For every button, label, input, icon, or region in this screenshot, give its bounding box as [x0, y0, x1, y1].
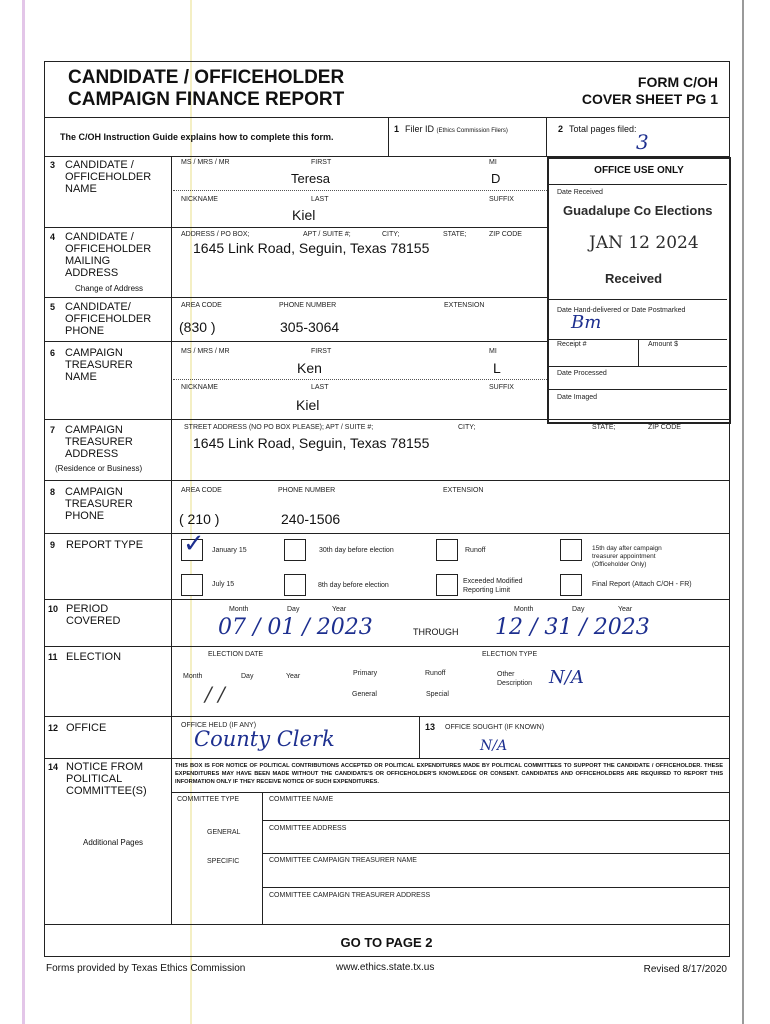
election-year-label: Year — [286, 673, 301, 680]
candidate-area-code[interactable]: (830 ) — [179, 319, 216, 335]
nickname-label: NICKNAME — [181, 196, 218, 203]
committee-notice: THIS BOX IS FOR NOTICE OF POLITICAL CONTRIBUTIONS ACCEPTED OR POLITICAL EXPENDITURES MADE BY POLITICAL COMMITTEES TO SUPPORT THE CANDIDATE / OFFICEHOLDER. THESE EXPENDITURES MAY HAVE BEEN MADE WITHOUT THE CANDIDATE'S OR OFFICEHOLDER'S KNOWLEDGE OR CONSENT. CANDIDATES AND OFFICEHOLDERS ARE REQUIRED TO REPORT THIS INFORMATION ONLY IF THEY RECEIVE NOTICE OF SUCH EXPENDITURES. — [175, 763, 723, 785]
candidate-mi[interactable]: D — [491, 171, 501, 186]
option-runoff-label: Runoff — [465, 547, 486, 554]
last-label: LAST — [311, 196, 329, 203]
amount-label: Amount $ — [648, 341, 678, 348]
scan-edge — [742, 0, 744, 1024]
section-14-number: 14 — [48, 762, 59, 772]
checkbox-runoff[interactable] — [436, 539, 458, 561]
checkbox-8th-day[interactable] — [284, 574, 306, 596]
treasurer-area-code[interactable]: ( 210 ) — [179, 511, 220, 527]
divider — [44, 758, 729, 759]
office-sought-label: OFFICE SOUGHT (IF KNOWN) — [445, 724, 545, 731]
section-5-title: CANDIDATE/ OFFICEHOLDER PHONE — [65, 301, 152, 337]
divider — [263, 820, 729, 821]
form-number-line2: COVER SHEET PG 1 — [581, 91, 718, 107]
zip-label: ZIP CODE — [648, 424, 681, 431]
election-type-label: ELECTION TYPE — [482, 651, 538, 658]
forms-provided-by: Forms provided by Texas Ethics Commission — [46, 963, 246, 974]
additional-pages-label: Additional Pages — [83, 838, 144, 847]
treasurer-mi[interactable]: L — [493, 360, 501, 376]
divider — [44, 297, 547, 298]
option-30th-day-label: 30th day before election — [319, 547, 394, 554]
election-date-label: ELECTION DATE — [208, 651, 264, 658]
other-description-label: Other Description — [497, 671, 533, 687]
divider — [263, 887, 729, 888]
treasurer-address[interactable]: 1645 Link Road, Seguin, Texas 78155 — [193, 435, 430, 451]
divider — [173, 379, 547, 380]
divider — [549, 184, 727, 185]
section-4-number: 4 — [50, 232, 56, 242]
first-label: FIRST — [311, 159, 332, 166]
divider — [262, 792, 263, 924]
special-label: Special — [426, 691, 449, 698]
committee-type-label: COMMITTEE TYPE — [177, 796, 240, 803]
instruction-text: The C/OH Instruction Guide explains how to complete this form. — [60, 132, 334, 142]
total-pages-value[interactable]: 3 — [636, 130, 649, 154]
form-title-line1: CANDIDATE / OFFICEHOLDER — [68, 67, 345, 88]
checkbox-july-15[interactable] — [181, 574, 203, 596]
treasurer-phone[interactable]: 240-1506 — [281, 511, 341, 527]
primary-label: Primary — [353, 670, 378, 677]
to-year-label: Year — [618, 606, 633, 613]
divider — [263, 853, 729, 854]
section-11-title: ELECTION — [66, 651, 122, 663]
section-14-title: NOTICE FROM POLITICAL COMMITTEE(S) — [66, 761, 147, 797]
committee-specific-label: SPECIFIC — [207, 858, 240, 865]
change-of-address-label[interactable]: Change of Address — [75, 284, 144, 293]
office-initials: Bm — [571, 312, 602, 333]
divider — [549, 366, 727, 367]
extension-label: EXTENSION — [443, 487, 484, 494]
section-9-number: 9 — [50, 540, 56, 550]
processed-label: Date Processed — [557, 370, 607, 377]
form-number — [582, 74, 718, 108]
from-year-label: Year — [332, 606, 347, 613]
office-sought-value[interactable]: N/A — [480, 738, 508, 754]
candidate-phone[interactable]: 305-3064 — [280, 319, 340, 335]
suffix-label: SUFFIX — [489, 196, 514, 203]
divider — [44, 117, 729, 118]
period-to-date[interactable]: 12 / 31 / 2023 — [495, 615, 650, 640]
section-3-number: 3 — [50, 160, 56, 170]
divider — [44, 419, 729, 420]
section-12-title: OFFICE — [66, 722, 107, 734]
section-11-number: 11 — [48, 652, 58, 662]
street-address-label: STREET ADDRESS (NO PO BOX PLEASE); APT / SUITE #; — [184, 424, 374, 431]
option-july-15-label: July 15 — [212, 581, 235, 588]
phone-number-label: PHONE NUMBER — [279, 302, 337, 309]
candidate-first-name[interactable]: Teresa — [291, 171, 331, 186]
section-10-number: 10 — [48, 604, 59, 614]
divider — [44, 227, 547, 228]
divider — [546, 118, 547, 156]
apt-label: APT / SUITE #; — [303, 231, 351, 238]
last-label: LAST — [311, 384, 329, 391]
divider — [44, 341, 547, 342]
form-title — [68, 67, 344, 111]
section-4-title: CANDIDATE / OFFICEHOLDER MAILING ADDRESS — [65, 231, 152, 279]
divider — [44, 533, 729, 534]
date-received-label: Date Received — [557, 189, 603, 196]
committee-name-label: COMMITTEE NAME — [269, 796, 334, 803]
website-link[interactable]: www.ethics.state.tx.us — [336, 962, 435, 973]
mi-label: MI — [489, 348, 497, 355]
filer-id-note: (Ethics Commission Filers) — [436, 128, 508, 134]
divider — [638, 339, 639, 366]
election-month-label: Month — [183, 673, 203, 680]
address-label: ADDRESS / PO BOX; — [181, 231, 250, 238]
through-label: THROUGH — [413, 627, 459, 637]
divider — [44, 480, 729, 481]
city-label: CITY; — [382, 231, 400, 238]
office-held-label: OFFICE HELD (IF ANY) — [181, 722, 257, 729]
from-month-label: Month — [229, 606, 249, 613]
area-code-label: AREA CODE — [181, 487, 222, 494]
ms-label: MS / MRS / MR — [181, 159, 230, 166]
area-code-label: AREA CODE — [181, 302, 222, 309]
section-5-number: 5 — [50, 302, 56, 312]
first-label: FIRST — [311, 348, 332, 355]
election-date-slashes: / / — [205, 682, 225, 706]
revised-date: Revised 8/17/2020 — [643, 964, 727, 975]
check-mark: ✓ — [183, 529, 205, 559]
section-10-title: PERIOD COVERED — [66, 603, 121, 627]
checkbox-final-report[interactable] — [560, 574, 582, 596]
to-day-label: Day — [572, 606, 585, 613]
divider — [173, 190, 547, 191]
form-title-line2: CAMPAIGN FINANCE REPORT — [68, 89, 345, 110]
ms-label: MS / MRS / MR — [181, 348, 230, 355]
checkbox-exceeded-limit[interactable] — [436, 574, 458, 596]
divider — [44, 716, 729, 717]
section-12-number: 12 — [48, 723, 59, 733]
suffix-label: SUFFIX — [489, 384, 514, 391]
total-pages-label — [558, 124, 637, 134]
stamp-agency: Guadalupe Co Elections — [563, 203, 713, 218]
scan-edge — [22, 0, 25, 1024]
divider — [388, 118, 389, 156]
candidate-last-name[interactable]: Kiel — [292, 207, 316, 223]
runoff-label: Runoff — [425, 670, 446, 677]
stamp-date: JAN 12 2024 — [589, 233, 699, 253]
treasurer-first-name[interactable]: Ken — [297, 360, 322, 376]
date-hand-label: Date Hand-delivered or Date Postmarked — [557, 307, 686, 314]
committee-treasurer-name-label: COMMITTEE CAMPAIGN TREASURER NAME — [269, 857, 417, 864]
form-number-line1: FORM C/OH — [637, 74, 718, 90]
committee-general-label: GENERAL — [207, 829, 241, 836]
section-13-number: 13 — [425, 722, 436, 732]
divider — [44, 924, 729, 925]
election-day-label: Day — [241, 673, 254, 680]
total-pages-num: 2 — [558, 124, 564, 134]
option-exceeded-limit-label: Exceeded Modified Reporting Limit — [463, 578, 523, 594]
candidate-mailing-address[interactable]: 1645 Link Road, Seguin, Texas 78155 — [193, 240, 430, 256]
period-from-date[interactable]: 07 / 01 / 2023 — [218, 615, 373, 640]
total-pages-text: Total pages filed: — [569, 124, 637, 134]
divider — [44, 646, 729, 647]
section-9-title: REPORT TYPE — [66, 539, 144, 551]
section-7-sub: (Residence or Business) — [55, 464, 143, 473]
zip-label: ZIP CODE — [489, 231, 522, 238]
general-label: General — [352, 691, 377, 698]
section-8-number: 8 — [50, 487, 56, 497]
city-label: CITY; — [458, 424, 476, 431]
option-15th-day-label: 15th day after campaign treasurer appointment (Officeholder Only) — [592, 545, 662, 568]
option-8th-day-label: 8th day before election — [318, 582, 389, 589]
treasurer-last-name[interactable]: Kiel — [296, 397, 320, 413]
checkbox-15th-day[interactable] — [560, 539, 582, 561]
section-7-title: CAMPAIGN TREASURER ADDRESS — [65, 424, 133, 460]
divider — [171, 156, 172, 924]
option-january-15-label: January 15 — [212, 547, 247, 554]
divider — [172, 792, 729, 793]
nickname-label: NICKNAME — [181, 384, 218, 391]
office-use-title: OFFICE USE ONLY — [594, 165, 684, 176]
phone-number-label: PHONE NUMBER — [278, 487, 336, 494]
committee-treasurer-address-label: COMMITTEE CAMPAIGN TREASURER ADDRESS — [269, 892, 431, 899]
committee-address-label: COMMITTEE ADDRESS — [269, 825, 347, 832]
section-6-number: 6 — [50, 348, 56, 358]
imaged-label: Date Imaged — [557, 394, 598, 401]
from-day-label: Day — [287, 606, 300, 613]
checkbox-30th-day[interactable] — [284, 539, 306, 561]
mi-label: MI — [489, 159, 497, 166]
section-6-title: CAMPAIGN TREASURER NAME — [65, 347, 133, 383]
go-to-page-2[interactable]: GO TO PAGE 2 — [340, 935, 433, 950]
filer-id-text: Filer ID — [405, 124, 435, 134]
stamp-received: Received — [605, 271, 663, 286]
section-7-number: 7 — [50, 425, 56, 435]
divider — [44, 599, 729, 600]
receipt-label: Receipt # — [557, 341, 587, 348]
option-final-report-label: Final Report (Attach C/OH - FR) — [592, 581, 692, 588]
election-other-value[interactable]: N/A — [549, 667, 584, 688]
divider — [419, 716, 420, 758]
section-3-title: CANDIDATE / OFFICEHOLDER NAME — [65, 159, 152, 195]
divider — [549, 299, 727, 300]
filer-id-label — [394, 124, 508, 134]
section-8-title: CAMPAIGN TREASURER PHONE — [65, 486, 133, 522]
office-held-value[interactable]: County Clerk — [194, 727, 335, 751]
extension-label: EXTENSION — [444, 302, 485, 309]
to-month-label: Month — [514, 606, 534, 613]
filer-id-num: 1 — [394, 124, 400, 134]
state-label: STATE; — [592, 424, 616, 431]
state-label: STATE; — [443, 231, 467, 238]
office-use-box — [547, 157, 731, 424]
divider — [549, 389, 727, 390]
